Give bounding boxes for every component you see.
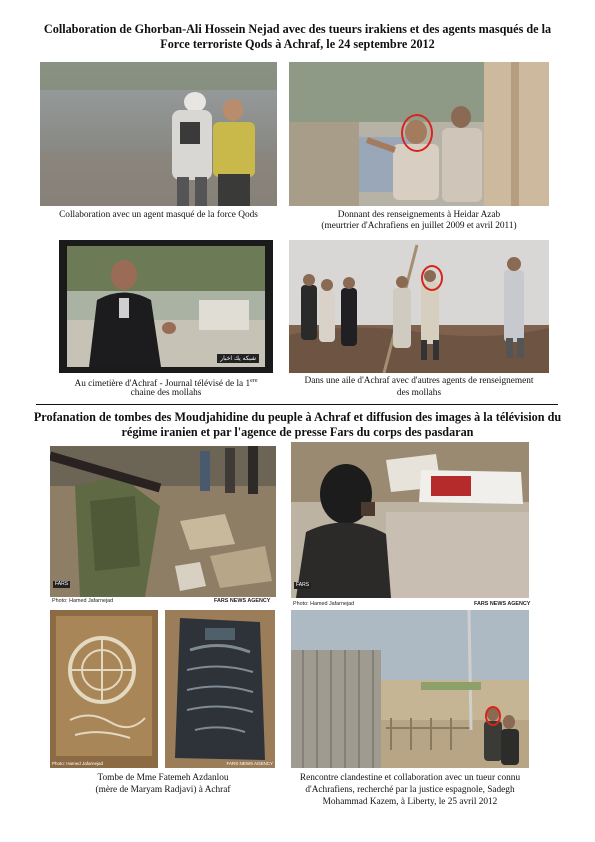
photo-credit: Photo: Hamed Jafarnejad [52,761,104,766]
caption-liberty-3: Mohammad Kazem, à Liberty, le 25 avril 2012 [322,797,498,807]
fars-tag: FARS [296,582,310,588]
caption-agents-group-2: des mollahs [396,388,442,398]
fars-tag: FARS [55,581,69,587]
photo-soldiers-graves [50,446,276,597]
caption-heidar-azab-1: Donnant des renseignements à Heidar Azab [337,210,501,220]
caption-heidar-azab-2: (meurtrier d'Achrafiens en juillet 2009 et avril 2011) [321,221,517,231]
caption-cemetery-line2: chaine des mollahs [130,388,202,398]
photo-agents-group [289,240,549,373]
section2-title-line2: régime iranien et par l'agence de presse Fars du corps des pasdaran [121,425,474,439]
photo-masked-agent [40,62,277,206]
caption-tomb-azdanlou-2: (mère de Maryam Radjavi) à Achraf [95,785,231,795]
section-divider [36,404,558,405]
caption-tomb-azdanlou-1: Tombe de Mme Fatemeh Azdanlou [97,773,229,783]
highlight-circle [421,265,443,291]
highlight-circle [485,706,501,726]
agency-credit: FARS NEWS AGENCY [474,601,531,607]
caption-liberty-2: d'Achrafiens, recherché par la justice espagnole, Sadegh [305,785,515,795]
caption-cemetery-sup: ere [250,378,258,384]
caption-cemetery-text: Au cimetière d'Achraf - Journal télévisé de la 1 [74,379,251,390]
highlight-circle [401,114,433,152]
agency-credit: FARS NEWS AGENCY [226,761,273,766]
photo-credit: Photo: Hamed Jafarnejad [293,601,355,607]
photo-grave-photographer [291,442,529,598]
photo-tombstone-emblem [50,610,158,768]
tv-channel-logo: ﺷﺒﻜﻪ ﻳﻚ اﺧﺒﺎر [217,354,259,363]
agency-credit: FARS NEWS AGENCY [214,598,271,604]
photo-liberty-meeting [291,610,529,768]
section2-title-line1: Profanation de tombes des Moudjahidine du peuple à Achraf et diffusion des images à la télévision du [33,410,562,424]
photo-tombstone-azdanlou [165,610,275,768]
section1-title-line2: Force terroriste Qods à Achraf, le 24 septembre 2012 [160,37,435,51]
section1-title-line1: Collaboration de Ghorban-Ali Hossein Nejad avec des tueurs irakiens et des agents masqués de la [43,22,552,36]
caption-agents-group-1: Dans une aile d'Achraf avec d'autres agents de renseignement [304,376,534,386]
photo-credit: Photo: Hamed Jafarnejad [52,598,114,604]
photo-cemetery-tv [59,240,273,373]
caption-liberty-1: Rencontre clandestine et collaboration avec un tueur connu [299,773,521,783]
photo-heidar-azab [289,62,549,206]
caption-masked-agent: Collaboration avec un agent masqué de la force Qods [59,210,258,220]
